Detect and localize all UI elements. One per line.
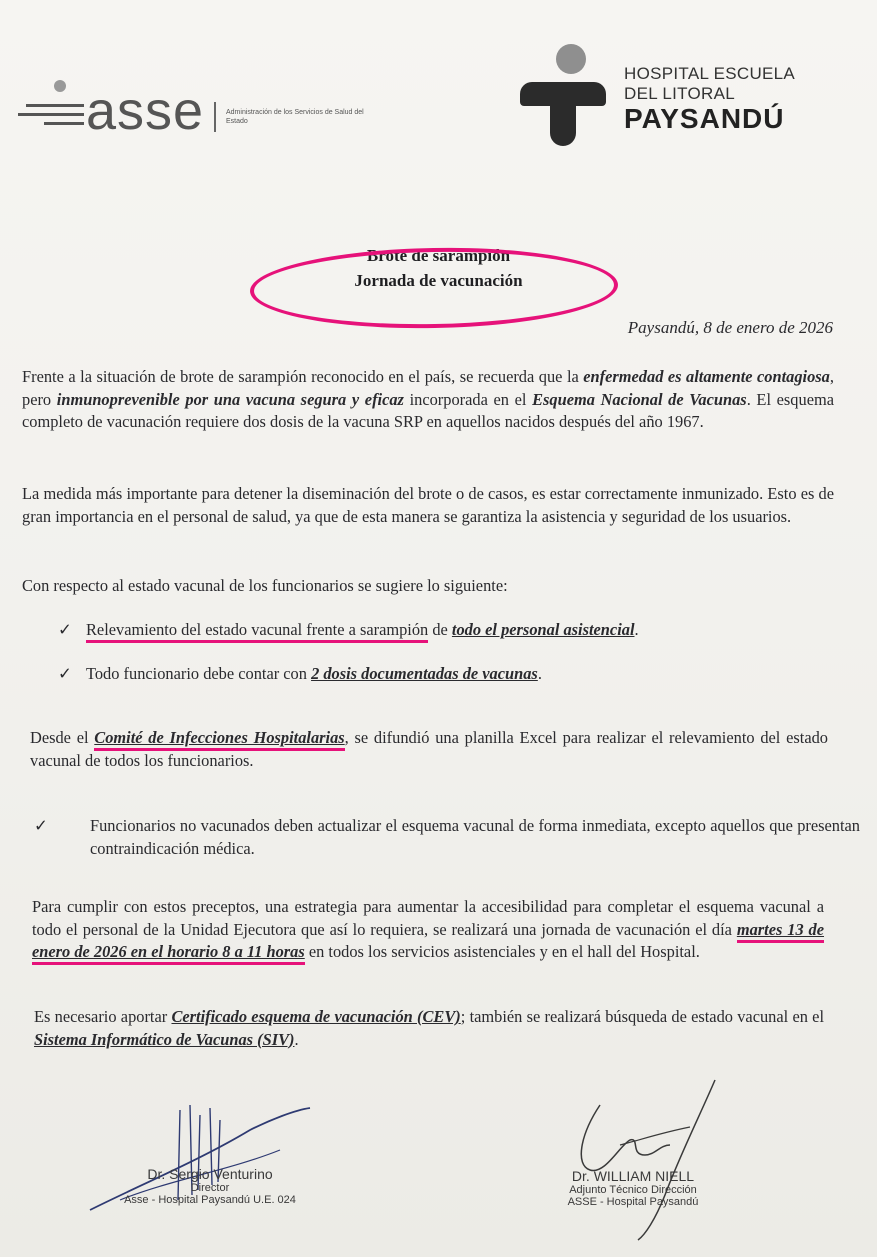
signature-2-role: Adjunto Técnico Dirección (569, 1184, 697, 1196)
bullet-1-period: . (634, 620, 639, 639)
check-icon: ✓ (58, 664, 72, 683)
bullet-1-emphasis: todo el personal asistencial (451, 620, 635, 639)
p1-emphasis-scheme: Esquema Nacional de Vacunas (532, 389, 747, 409)
paragraph-6 (34, 1006, 824, 1051)
bullet-2 (58, 664, 848, 684)
paragraph-5 (32, 896, 824, 964)
check-icon: ✓ (58, 620, 72, 639)
asse-logo (18, 80, 378, 150)
signature-1-role: Director (190, 1182, 230, 1194)
p1-emphasis-vaccine: inmunoprevenible por una vacuna segura y eficaz (56, 389, 404, 409)
signature-2 (528, 1168, 738, 1208)
hospital-logo-body (550, 94, 576, 146)
p6-siv: Sistema Informático de Vacunas (SIV) (34, 1029, 295, 1049)
hospital-line2: DEL LITORAL (624, 84, 736, 103)
paragraph-2: La medida más importante para detener la diseminación del brote o de casos, es estar correctamente inmunizado. Esto es de gran importancia en el personal de salud, ya que de esta manera se garantiza la asistencia y seguridad de los usuarios. (22, 484, 834, 526)
p4-text-c: , se difundió una planilla Excel para realizar el relevamiento del estado vacunal de todos los funcionarios. (30, 728, 828, 770)
p6-text-e: . (294, 1029, 299, 1049)
bullet-1-text: de (428, 620, 452, 639)
signature-1-name: Dr. Sergio Venturino (147, 1166, 273, 1182)
hospital-logo-head (556, 44, 586, 74)
bullet-3-text: Funcionarios no vacunados deben actualizar el esquema vacunal de forma inmediata, excepto aquellos que presentan contraindicación médica. (90, 816, 860, 858)
check-icon: ✓ (34, 816, 48, 835)
hospital-logo (520, 44, 840, 154)
signature-1-org: Asse - Hospital Paysandú U.E. 024 (124, 1194, 296, 1206)
asse-logo-lines (18, 98, 84, 131)
bullet-1-highlight: Relevamiento del estado vacunal frente a sarampión (86, 620, 428, 643)
document-date: Paysandú, 8 de enero de 2026 (627, 318, 833, 337)
p1-text-g: . El esquema completo de vacunación requiere dos dosis de la vacuna SRP en aquellos nacidos después del año 1967. (22, 389, 834, 431)
hospital-line1: HOSPITAL ESCUELA (624, 64, 796, 83)
signature-1 (90, 1166, 330, 1206)
title-line1: Brote de sarampión (366, 246, 511, 265)
bullet-2-period: . (537, 664, 542, 683)
p1-text-c: , pero (22, 367, 834, 409)
hospital-name (624, 64, 795, 104)
signature-2-org: ASSE - Hospital Paysandú (567, 1196, 699, 1208)
p4-committee: Comité de Infecciones Hospitalarias (94, 728, 344, 751)
p5-date-time: martes 13 de enero de 2026 en el horario 8 a 11 horas (32, 920, 824, 966)
asse-logo-text: asse (86, 81, 205, 141)
p6-text-a: Es necesario aportar (34, 1007, 172, 1026)
p4-text-a: Desde el (30, 728, 95, 747)
bullet-3 (34, 815, 860, 860)
paragraph-3: Con respecto al estado vacunal de los funcionarios se sugiere lo siguiente: (22, 576, 508, 595)
hospital-line3: PAYSANDÚ (624, 103, 785, 134)
p6-cev: Certificado esquema de vacunación (CEV) (171, 1007, 461, 1026)
p5-text-a: Para cumplir con estos preceptos, una estrategia para aumentar la accesibilidad para completar el esquema vacunal a todo el personal de la Unidad Ejecutora que así lo requiera, se realizará una jornada de vacunación el día (32, 897, 824, 939)
asse-logo-dot (54, 80, 66, 92)
p6-text-c: ; también se realizará búsqueda de estado vacunal en el (460, 1007, 825, 1026)
bullet-1 (58, 620, 848, 640)
p5-text-c: en todos los servicios asistenciales y en el hall del Hospital. (304, 942, 700, 961)
p1-text-e: incorporada en el (403, 389, 533, 409)
paragraph-4 (30, 727, 828, 772)
title-line2: Jornada de vacunación (354, 271, 523, 290)
p1-emphasis-contagious: enfermedad es altamente contagiosa (583, 367, 830, 386)
paragraph-1 (22, 366, 834, 434)
asse-logo-subtitle: Administración de los Servicios de Salud del Estado (226, 109, 364, 125)
asse-logo-separator (214, 102, 216, 132)
bullet-2-text: Todo funcionario debe contar con (86, 664, 312, 683)
bullet-2-emphasis: 2 dosis documentadas de vacunas (311, 664, 538, 683)
signature-2-scribble (560, 1075, 740, 1245)
p1-text-a: Frente a la situación de brote de sarampión reconocido en el país, se recuerda que la (22, 367, 584, 386)
signature-2-name: Dr. WILLIAM NIELL (571, 1168, 695, 1184)
